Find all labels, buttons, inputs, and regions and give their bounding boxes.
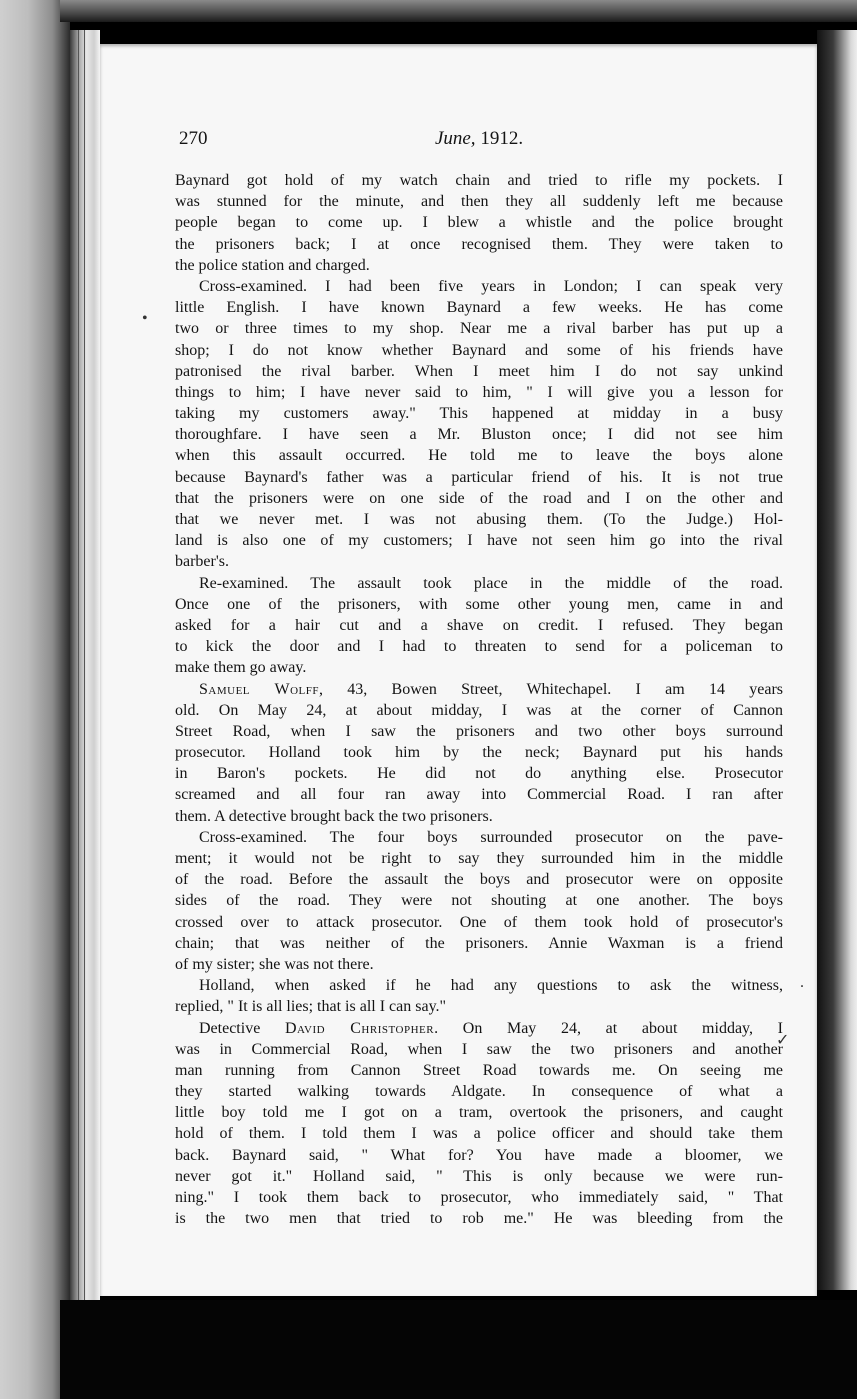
text-line: make them go away. [175, 659, 307, 677]
witness-name: Samuel Wolff [199, 680, 319, 698]
text-line: ment; it would not be right to say they surrounded him in the middle [175, 850, 783, 867]
text-line: that we never met. I was not abusing them. (To the Judge.) Hol- [175, 511, 783, 528]
scan-background-left [0, 0, 70, 1399]
text-line: old. On May 24, at about midday, I was at the corner of Cannon [175, 701, 783, 719]
text-line: shop; I do not know whether Baynard and some of his friends have [175, 341, 783, 359]
text-line: two or three times to my shop. Near me a rival barber has put up a [175, 320, 783, 338]
text-line: Re-examined. The assault took place in the middle of the road. [199, 574, 783, 592]
text-line [175, 681, 783, 702]
text-line: the prisoners back; I at once recognised them. They were taken to [175, 235, 783, 253]
text-line: Holland, when asked if he had any questions to ask the witness, [199, 977, 783, 995]
page-date [175, 128, 783, 150]
text-line-rest: . On May 24, at about midday, I [434, 1019, 784, 1037]
text-line: never got it." Holland said, " This is only because we were run- [175, 1167, 783, 1185]
text-line: screamed and all four ran away into Commercial Road. I ran after [175, 786, 783, 804]
text-line-prefix: Detective [199, 1019, 285, 1037]
text-line: people began to come up. I blew a whistle and the police brought [175, 214, 783, 232]
margin-dot-mark: • [142, 310, 148, 327]
text-line: barber's. [175, 553, 229, 571]
text-line: sides of the road. They were not shouting at one another. The boys [175, 892, 783, 910]
scan-background-bottom [60, 1300, 857, 1399]
text-line: crossed over to attack prosecutor. One of them took hold of prosecutor's [175, 913, 783, 931]
text-line: Cross-examined. I had been five years in London; I can speak very [199, 277, 783, 295]
text-line: prosecutor. Holland took him by the neck; Baynard put his hands [175, 744, 783, 762]
running-head [175, 128, 783, 152]
text-line [175, 1020, 783, 1041]
page-number: 270 [179, 128, 208, 149]
text-line: Baynard got hold of my watch chain and tried to rifle my pockets. I [175, 172, 783, 189]
margin-dot-mark: . [800, 974, 804, 991]
text-line: replied, " It is all lies; that is all I can say." [175, 998, 447, 1016]
text-line-rest: , 43, Bowen Street, Whitechapel. I am 14 years [319, 680, 784, 698]
text-line: them. A detective brought back the two prisoners. [175, 807, 493, 825]
text-line: asked for a hair cut and a shave on credit. I refused. They began [175, 616, 783, 634]
text-line: Street Road, when I saw the prisoners and two other boys surround [175, 722, 783, 740]
text-line: that the prisoners were on one side of the road and I on the other and [175, 489, 783, 507]
book-page [100, 44, 817, 1296]
text-line: of my sister; she was not there. [175, 955, 374, 973]
page-date-year: 1912. [480, 128, 524, 149]
text-line: was in Commercial Road, when I saw the two prisoners and another [175, 1040, 783, 1058]
text-line: because Baynard's father was a particular friend of his. It is not true [175, 468, 783, 486]
scan-background-top [60, 0, 857, 22]
scan-background-right [817, 30, 857, 1290]
text-line: was stunned for the minute, and then they all suddenly left me because [175, 193, 783, 211]
text-line: Cross-examined. The four boys surrounded prosecutor on the pave- [199, 828, 783, 846]
text-line: things to him; I have never said to him, " I will give you a lesson for [175, 383, 783, 401]
text-line: patronised the rival barber. When I meet him I do not say unkind [175, 362, 783, 380]
text-line: to kick the door and I had to threaten to send for a policeman to [175, 638, 783, 656]
margin-tick-mark: ✓ [776, 1032, 790, 1049]
text-line: they started walking towards Aldgate. In consequence of what a [175, 1083, 783, 1101]
page-content [175, 128, 783, 1231]
text-line: ning." I took them back to prosecutor, who immediately said, " That [175, 1189, 783, 1206]
text-line: Once one of the prisoners, with some other young men, came in and [175, 595, 783, 613]
text-line: man running from Cannon Street Road towards me. On seeing me [175, 1061, 783, 1079]
text-line: little English. I have known Baynard a few weeks. He has come [175, 299, 783, 317]
witness-name: David Christopher [284, 1019, 435, 1037]
text-line: thoroughfare. I have seen a Mr. Bluston once; I did not see him [175, 426, 783, 444]
text-line: back. Baynard said, " What for? You have made a bloomer, we [175, 1146, 783, 1164]
body-text [175, 172, 783, 1231]
text-line: is the two men that tried to rob me." He was bleeding from the [175, 1210, 783, 1228]
text-line: the police station and charged. [175, 256, 370, 274]
text-line: taking my customers away." This happened at midday in a busy [175, 405, 783, 423]
text-line: hold of them. I told them I was a police officer and should take them [175, 1125, 783, 1143]
text-line: land is also one of my customers; I have not seen him go into the rival [175, 532, 783, 550]
book-spine [70, 30, 100, 1300]
text-line: when this assault occurred. He told me to leave the boys alone [175, 447, 783, 465]
text-line: chain; that was neither of the prisoners. Annie Waxman is a friend [175, 934, 783, 952]
text-line: little boy told me I got on a tram, overtook the prisoners, and caught [175, 1104, 783, 1122]
page-date-month: June, [434, 128, 476, 149]
text-line: in Baron's pockets. He did not do anything else. Prosecutor [175, 765, 783, 783]
text-line: of the road. Before the assault the boys and prosecutor were on opposite [175, 871, 783, 889]
